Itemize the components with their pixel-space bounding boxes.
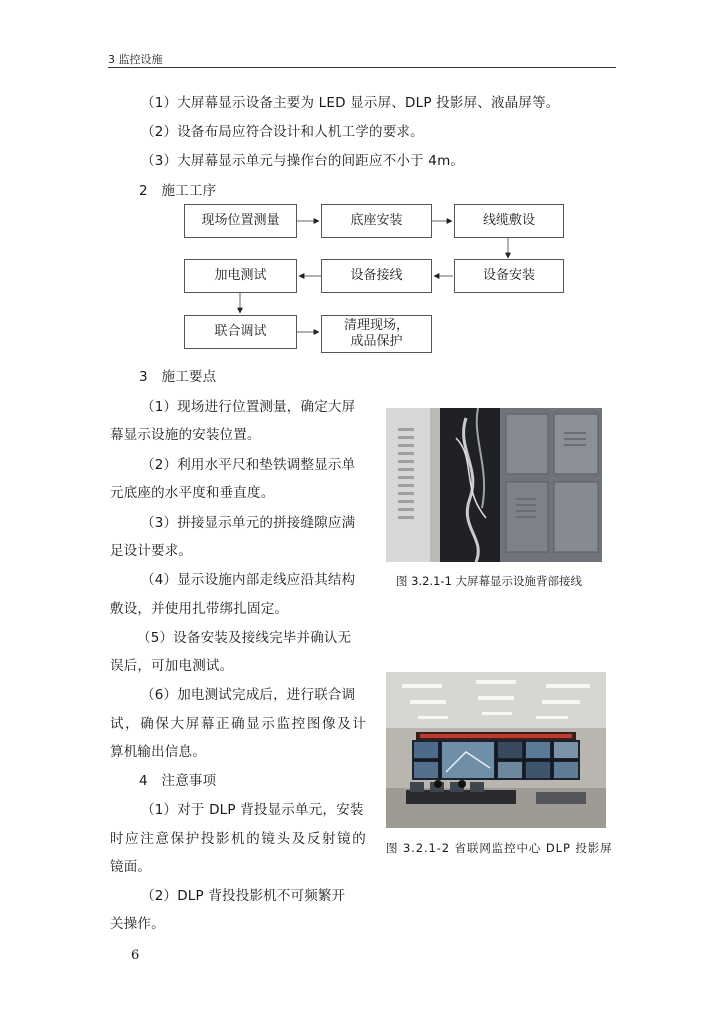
point-6-line-1: （6）加电测试完成后，进行联合调 (141, 687, 356, 703)
flow-step-wiring: 设备接线 (321, 259, 432, 293)
flow-step-cleanup-line2: 成品保护 (350, 334, 403, 349)
point-5-line-1: （5）设备安装及接线完毕并确认无 (137, 630, 352, 646)
flow-step-cleanup (321, 315, 432, 353)
display-wall-back-illustration (386, 408, 602, 562)
intro-item-3: （3）大屏幕显示单元与操作台的间距应不小于 4m。 (141, 153, 465, 169)
point-5-line-2: 误后，可加电测试。 (110, 658, 234, 674)
figure-2-caption: 图 3.2.1-2 省联网监控中心 DLP 投影屏 (386, 841, 613, 855)
monitoring-center-illustration (386, 672, 606, 828)
point-2-line-1: （2）利用水平尺和垫铁调整显示单 (141, 457, 356, 473)
note-2-line-2: 关操作。 (110, 916, 165, 932)
header-rule (108, 67, 616, 68)
point-2-line-2: 元底座的水平度和垂直度。 (110, 485, 275, 501)
point-4-line-2: 敷设，并使用扎带绑扎固定。 (110, 601, 289, 617)
running-header: 3 监控设施 (108, 53, 163, 66)
section-4-heading: 4 注意事项 (139, 773, 217, 789)
point-6-line-2: 试，确保大屏幕正确显示监控图像及计 (110, 716, 366, 732)
flow-step-joint-debug: 联合调试 (184, 315, 297, 349)
note-1-line-3: 镜面。 (110, 859, 152, 875)
flow-step-power-test: 加电测试 (184, 259, 297, 293)
page-number: 6 (131, 948, 140, 963)
note-1-line-2: 时应注意保护投影机的镜头及反射镜的 (110, 831, 366, 847)
section-2-heading: 2 施工工序 (139, 183, 217, 199)
point-4-line-1: （4）显示设施内部走线应沿其结构 (141, 572, 356, 588)
flow-step-cleanup-line1: 清理现场， (343, 318, 409, 333)
intro-item-2: （2）设备布局应符合设计和人机工学的要求。 (141, 124, 424, 140)
flow-step-base: 底座安装 (321, 204, 432, 238)
figure-1-photo (386, 408, 602, 562)
note-1-line-1: （1）对于 DLP 背投显示单元，安装 (141, 802, 364, 818)
flow-step-equipment-install: 设备安装 (454, 259, 564, 293)
flow-step-cable: 线缆敷设 (454, 204, 564, 238)
note-2-line-1: （2）DLP 背投投影机不可频繁开 (141, 888, 346, 904)
point-1-line-1: （1）现场进行位置测量，确定大屏 (141, 399, 356, 415)
figure-2-photo (386, 672, 606, 828)
section-3-heading: 3 施工要点 (139, 369, 217, 385)
intro-item-1: （1）大屏幕显示设备主要为 LED 显示屏、DLP 投影屏、液晶屏等。 (141, 95, 560, 111)
flow-step-survey: 现场位置测量 (184, 204, 297, 238)
point-3-line-2: 足设计要求。 (110, 543, 193, 559)
point-1-line-2: 幕显示设施的安装位置。 (110, 427, 261, 443)
figure-1-caption: 图 3.2.1-1 大屏幕显示设施背部接线 (396, 574, 583, 588)
point-3-line-1: （3）拼接显示单元的拼接缝隙应满 (141, 515, 356, 531)
point-6-line-3: 算机输出信息。 (110, 744, 206, 760)
